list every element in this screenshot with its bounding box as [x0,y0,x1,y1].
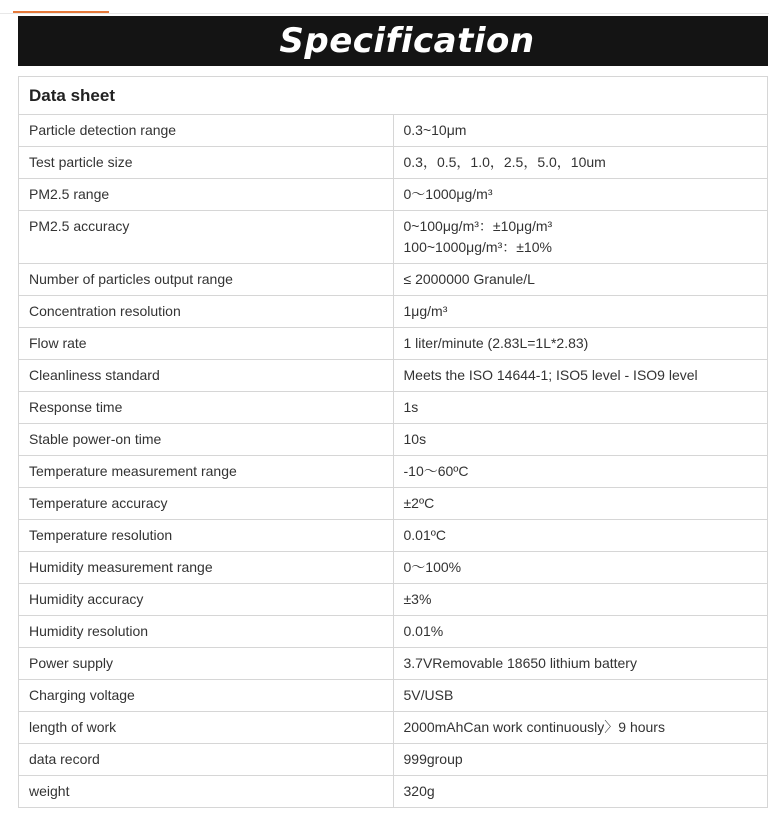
spec-value-line: 0～1000μg/m³ [403,186,493,202]
spec-value [393,776,768,808]
banner-title: Specification [279,21,535,61]
spec-parameter: Flow rate [19,328,394,360]
spec-value-line: 5V/USB [403,687,454,703]
table-row [19,296,768,328]
spec-value [393,456,768,488]
table-row [19,616,768,648]
spec-value [393,744,768,776]
spec-value-line: Meets the ISO 14644-1; ISO5 level - ISO9 level [403,367,698,383]
datasheet-table [18,76,768,808]
table-row [19,424,768,456]
spec-parameter: Cleanliness standard [19,360,394,392]
spec-parameter: Concentration resolution [19,296,394,328]
spec-parameter: Humidity resolution [19,616,394,648]
table-row [19,648,768,680]
spec-value [393,552,768,584]
spec-value [393,296,768,328]
spec-value [393,115,768,147]
table-row [19,328,768,360]
spec-parameter: Number of particles output range [19,264,394,296]
table-row [19,776,768,808]
table-row [19,392,768,424]
spec-value-line: 0.01% [403,623,444,639]
table-row [19,584,768,616]
spec-parameter: length of work [19,712,394,744]
spec-value [393,488,768,520]
spec-value-line: ±2ºC [403,495,435,511]
spec-value [393,680,768,712]
table-row [19,360,768,392]
table-row [19,744,768,776]
spec-value-line: 0.01ºC [403,527,446,543]
spec-parameter: data record [19,744,394,776]
spec-value [393,520,768,552]
table-row [19,712,768,744]
spec-parameter: Temperature accuracy [19,488,394,520]
spec-parameter: Temperature measurement range [19,456,394,488]
spec-value [393,211,768,264]
spec-parameter: Stable power-on time [19,424,394,456]
table-row [19,147,768,179]
spec-parameter: PM2.5 range [19,179,394,211]
table-row [19,264,768,296]
table-row [19,211,768,264]
spec-value-line: ≤ 2000000 Granule/L [403,271,535,287]
table-row [19,520,768,552]
table-row [19,179,768,211]
spec-value [393,264,768,296]
spec-value [393,424,768,456]
spec-parameter: weight [19,776,394,808]
spec-value [393,584,768,616]
spec-value-line: 0～100% [403,559,462,575]
spec-value [393,648,768,680]
spec-value-line: 2000mAhCan work continuously〉9 hours [403,719,665,735]
spec-parameter: Test particle size [19,147,394,179]
spec-value-line: 320g [403,783,435,799]
spec-value [393,712,768,744]
spec-value-line: -10～60ºC [403,463,469,479]
spec-value [393,179,768,211]
spec-parameter: PM2.5 accuracy [19,211,394,264]
spec-parameter: Charging voltage [19,680,394,712]
spec-parameter: Humidity accuracy [19,584,394,616]
spec-value-line: 999group [403,751,463,767]
spec-value-line: 1s [403,399,419,415]
datasheet-heading: Data sheet [19,77,768,115]
spec-parameter: Humidity measurement range [19,552,394,584]
table-row [19,456,768,488]
spec-value-line: 100~1000μg/m³：±10% [403,239,552,255]
spec-value [393,328,768,360]
spec-value-line: 0.3，0.5，1.0，2.5，5.0，10um [403,154,606,170]
table-row [19,488,768,520]
datasheet-header-row [19,77,768,115]
top-divider [0,13,769,14]
spec-value [393,392,768,424]
spec-value-line: ±3% [403,591,432,607]
spec-value-line: 1 liter/minute (2.83L=1L*2.83) [403,335,589,351]
table-row [19,552,768,584]
specification-banner [18,16,768,66]
spec-parameter: Power supply [19,648,394,680]
spec-parameter: Particle detection range [19,115,394,147]
spec-value-line: 1μg/m³ [403,303,448,319]
spec-value-line: 0.3~10μm [403,122,467,138]
spec-value [393,616,768,648]
spec-parameter: Response time [19,392,394,424]
spec-value [393,360,768,392]
spec-value-line: 0~100μg/m³：±10μg/m³ [403,218,553,234]
spec-value [393,147,768,179]
table-row [19,680,768,712]
spec-value-line: 3.7VRemovable 18650 lithium battery [403,655,637,671]
table-row [19,115,768,147]
spec-value-line: 10s [403,431,427,447]
spec-parameter: Temperature resolution [19,520,394,552]
